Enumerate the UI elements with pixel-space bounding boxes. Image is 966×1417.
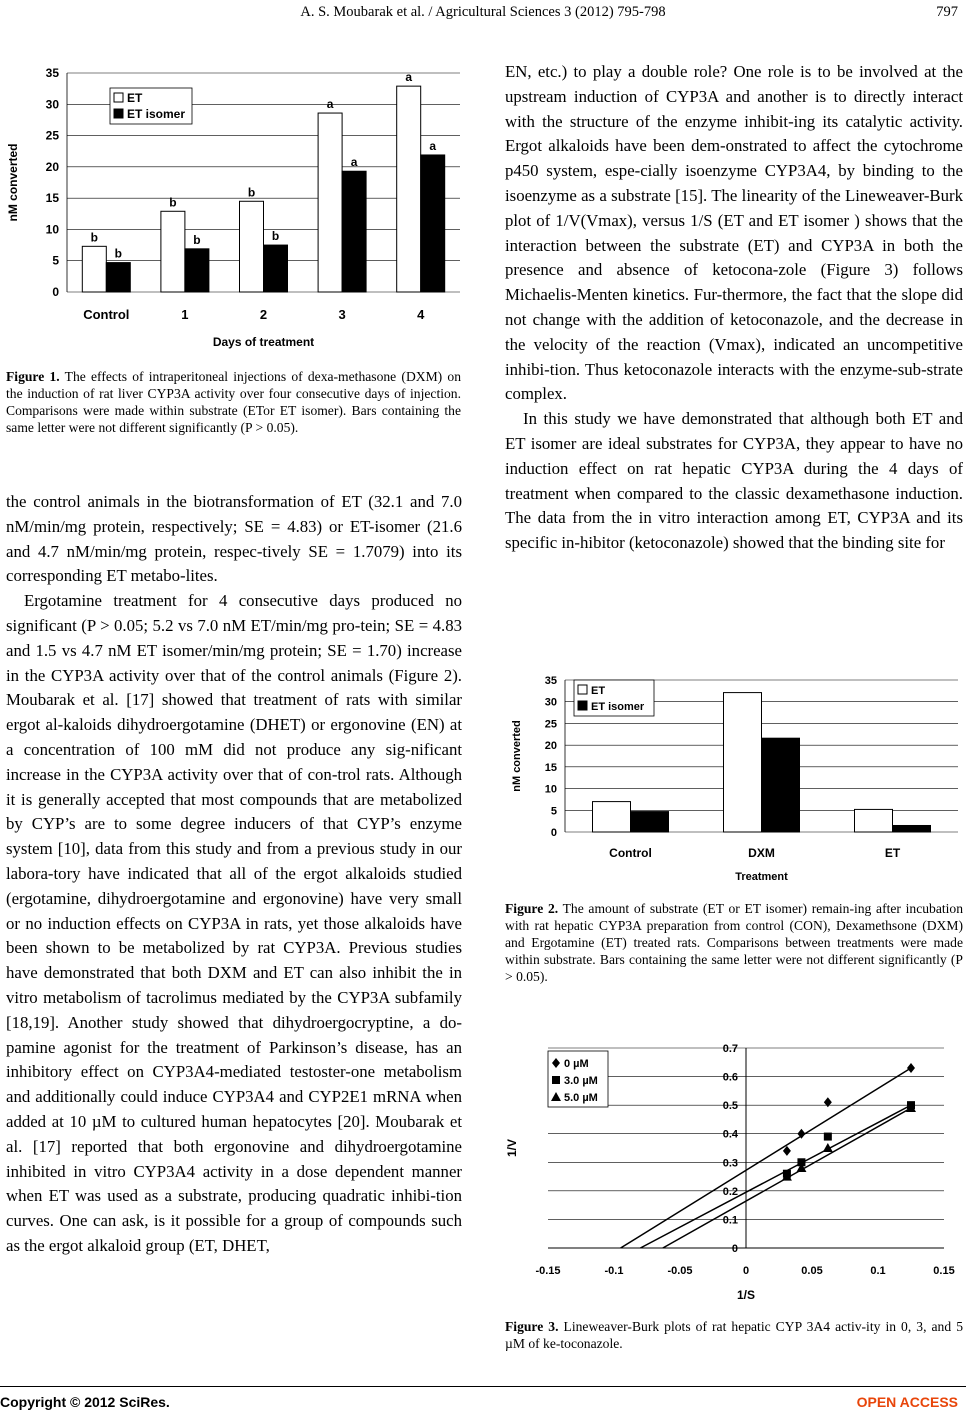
x-axis-label: Days of treatment <box>212 335 315 349</box>
y-tick-label: 0.6 <box>722 1071 738 1084</box>
figure-3-caption <box>505 1318 963 1352</box>
bar-et <box>724 693 762 832</box>
figure-2-caption <box>505 900 963 985</box>
legend-label: 0 µM <box>564 1058 589 1070</box>
bar-et-isomer <box>762 738 800 832</box>
bar-et-isomer <box>106 263 130 292</box>
running-head: A. S. Moubarak et al. / Agricultural Sciences 3 (2012) 795-798 <box>300 4 666 20</box>
bar-et <box>82 246 106 292</box>
y-tick-label: 10 <box>544 783 557 796</box>
y-tick-label: 0 <box>731 1243 738 1255</box>
significance-letter: a <box>405 70 413 85</box>
copyright: Copyright © 2012 SciRes. <box>0 1394 170 1410</box>
y-tick-label: 20 <box>45 159 59 174</box>
series-fit-line <box>640 1105 911 1248</box>
y-tick-label: 35 <box>45 66 59 80</box>
legend-marker <box>552 1076 560 1084</box>
y-tick-label: 25 <box>544 718 557 731</box>
page-number: 797 <box>936 4 958 20</box>
bar-et-isomer <box>264 245 288 292</box>
figure-1-label: Figure 1. <box>6 369 60 384</box>
x-tick-label: 2 <box>259 307 268 322</box>
x-axis-label: Treatment <box>735 871 788 883</box>
figure-1-caption <box>6 368 461 436</box>
right-paragraph-2: In this study we have demonstrated that although both ET and ET isomer are ideal substrates for CYP3A, they appear to have no induction effect on rat hepatic CYP3A during the 4 days of treatment when compared to the classic dexamethasone induction. The data from the in vitro interaction among ET, CYP3A and its specific in-hibitor (ketoconazole) showed that the binding site for <box>505 409 963 553</box>
significance-letter: a <box>326 97 334 112</box>
y-axis-label: 1/V <box>505 1138 519 1158</box>
y-tick-label: 0.1 <box>722 1214 738 1227</box>
y-tick-label: 25 <box>45 128 59 143</box>
x-axis-label: 1/S <box>736 1288 756 1302</box>
x-tick-label: 0.1 <box>870 1265 886 1277</box>
data-point-diamond <box>824 1097 832 1107</box>
left-paragraph-1: the control animals in the biotransformation of ET (32.1 and 7.0 nM/min/mg protein, respectively; SE = 4.83) or ET-isomer (21.6 and 4.7 nM/min/mg protein, respec-tively SE = 1.7079) into its corresponding ET metabo-lites. <box>6 492 462 586</box>
significance-letter: a <box>350 155 358 170</box>
y-tick-label: 15 <box>544 761 557 774</box>
y-tick-label: 30 <box>544 696 557 709</box>
right-paragraph-1: EN, etc.) to play a double role? One role is to be involved at the upstream induction of CYP3A and another is to directly interact with the structure of the enzyme inhibit-ing its catalytic activity. Ergot alkaloids have been dem-onstrated to affect the cytochrome p450 system, espe-cially isoenzyme CYP3A4, by binding to the isoenzyme as a substrate [15]. The linearity of the Lineweaver-Burk plot of 1/V(Vmax), versus 1/S (ET and ET isomer ) shows that the interaction between the substrate (ET) and CYP3A in both the presence and absence of ketocona-zole (Figure 3) follows Michaelis-Menten kinetics. Fur-thermore, the fact that the slope did not change with the addition of ketoconazole, and the decrease in the velocity of the reaction (Vmax), indicated an uncompetitive inhibi-tion. Thus ketoconazole interacts with the enzyme-sub-strate complex. <box>505 62 963 404</box>
bar-et <box>593 802 631 832</box>
x-tick-label: 3 <box>338 307 346 322</box>
figure-1-caption-text: The effects of intraperitoneal injections of dexa-methasone (DXM) on the induction of rat liver CYP3A activity over four consecutive days of injection. Comparisons were made within substrate (ETor ET isomer). Bars containing the same letter were not different significantly (P > 0.05). <box>6 369 462 435</box>
y-tick-label: 5 <box>52 253 59 268</box>
significance-letter: b <box>193 232 201 247</box>
y-axis-label: nM converted <box>6 143 20 222</box>
significance-letter: b <box>114 246 122 261</box>
significance-letter: a <box>429 138 437 153</box>
bar-et-isomer <box>185 249 209 292</box>
legend-swatch <box>114 93 123 102</box>
left-paragraph-2: Ergotamine treatment for 4 consecutive days produced no significant (P > 0.05; 5.2 vs 7.0 nM ET/min/mg pro-tein; SE = 4.83 and 1.5 vs 4.7 nM ET isomer/min/mg protein; SE = 1.70) increase in the CYP3A activity over that of the control animals (Figure 2). Moubarak et al. [17] showed that treatment of rats with similar ergot al-kaloids dihydroergotamine (DHET) or ergonovine (EN) at a concentration of 100 mM did not produce any sig-nificant increase in the CYP3A activity over that of con-trol rats. Although it is generally accepted that most compounds that are metabolized by CYP’s are to some degree inducers of that CYP’s enzyme system [10], data from this study and from a previous study in our labora-tory have indicated that all of the ergot alkaloids studied (ergotamine, dihydroergotamine and ergonovine) have very small or no induction effects on CYP3A in rats, yet those alkaloids have been shown to be metabolized by rat CYP3A. Previous studies have demonstrated that both DXM and ET can also inhibit the in vitro metabolism of tacrolimus mediated by the CYP3A subfamily [18,19]. Another study showed that dihydroergocryptine, a do-pamine agonist for the treatment of Parkinson’s disease, has an inhibitory effect on CYP3A4-mediated testoster-one metabolism and additionally could induce CYP3A4 and CYP2E1 mRNA when added at 10 µM to cultured human hepatocytes [20]. Moubarak et al. [17] reported that both ergonovine and dihydroergotamine inhibited in vitro CYP3A4 activity in a dose dependent manner when ET was used as a substrate, producing quadratic inhibi-tion curves. One can ask, is it possible for a group of compounds such as the ergot alkaloid group (ET, DHET, <box>6 591 462 1255</box>
bar-et-isomer <box>342 171 366 292</box>
x-tick-label: Control <box>83 307 130 322</box>
y-tick-label: 35 <box>544 675 557 687</box>
legend-label: 3.0 µM <box>564 1075 598 1087</box>
figure-3-chart <box>500 1040 966 1305</box>
y-tick-label: 0.5 <box>722 1100 738 1113</box>
figure-2-caption-text: The amount of substrate (ET or ET isomer) remain-ing after incubation with rat hepatic CYP3A preparation from control (CON), Dexamethsone (DXM) and Ergotamine (ET) treated rats. Comparisons between treatments were made within substrate. Bars containing the same letter were not different significantly (P > 0.05). <box>505 901 963 984</box>
x-tick-label: 0 <box>742 1265 750 1277</box>
y-tick-label: 0.2 <box>722 1185 738 1198</box>
significance-letter: b <box>271 229 280 244</box>
bar-et <box>855 809 893 832</box>
figure-3-label: Figure 3. <box>505 1319 559 1334</box>
y-tick-label: 0.4 <box>722 1128 738 1141</box>
x-tick-label: -0.05 <box>667 1265 693 1277</box>
bar-et-isomer <box>421 155 445 292</box>
y-tick-label: 15 <box>45 191 59 206</box>
y-axis-label: nM converted <box>511 720 523 792</box>
figure-2-label: Figure 2. <box>505 901 559 916</box>
bar-et-isomer <box>631 812 669 832</box>
legend-swatch <box>578 685 587 694</box>
y-tick-label: 30 <box>45 97 59 112</box>
bar-et <box>318 113 342 292</box>
legend-label: ET isomer <box>127 107 186 121</box>
bar-et <box>240 201 264 292</box>
legend-label: ET <box>591 685 606 697</box>
legend-label: ET <box>127 91 143 105</box>
figure-3-caption-text: Lineweaver-Burk plots of rat hepatic CYP 3A4 activ-ity in 0, 3, and 5 µM of ke-toconazole. <box>505 1319 963 1351</box>
x-tick-label: DXM <box>748 846 775 860</box>
significance-letter: b <box>90 230 98 245</box>
x-tick-label: 4 <box>417 307 425 322</box>
y-tick-label: 0 <box>550 827 557 839</box>
series-fit-line <box>621 1068 911 1248</box>
legend-swatch <box>114 109 123 118</box>
y-tick-label: 0 <box>52 285 59 299</box>
bar-et <box>397 86 421 292</box>
open-access-label: OPEN ACCESS <box>856 1394 958 1410</box>
x-tick-label: 0.15 <box>933 1265 955 1277</box>
bar-et-isomer <box>893 825 931 832</box>
figure-2-chart <box>500 660 966 890</box>
x-tick-label: Control <box>609 846 652 860</box>
y-tick-label: 0.7 <box>722 1043 738 1055</box>
left-column <box>6 490 462 1259</box>
significance-letter: b <box>247 185 256 200</box>
x-tick-label: 0.05 <box>801 1265 823 1277</box>
data-point-diamond <box>907 1063 915 1073</box>
legend-label: ET isomer <box>591 701 645 713</box>
legend-label: 5.0 µM <box>564 1092 598 1104</box>
x-tick-label: -0.15 <box>535 1265 561 1277</box>
y-tick-label: 0.3 <box>722 1157 738 1170</box>
right-column <box>505 60 963 556</box>
x-tick-label: ET <box>884 846 901 860</box>
bar-et <box>161 211 185 292</box>
running-header <box>0 4 966 24</box>
figure-1-chart <box>0 58 470 358</box>
significance-letter: b <box>169 195 177 210</box>
y-tick-label: 20 <box>544 740 557 753</box>
y-tick-label: 10 <box>45 222 59 237</box>
x-tick-label: 1 <box>181 307 189 322</box>
data-point-square <box>824 1133 832 1141</box>
legend-swatch <box>578 701 587 710</box>
y-tick-label: 5 <box>550 805 557 818</box>
footer-rule <box>0 1386 966 1387</box>
x-tick-label: -0.1 <box>604 1265 624 1277</box>
